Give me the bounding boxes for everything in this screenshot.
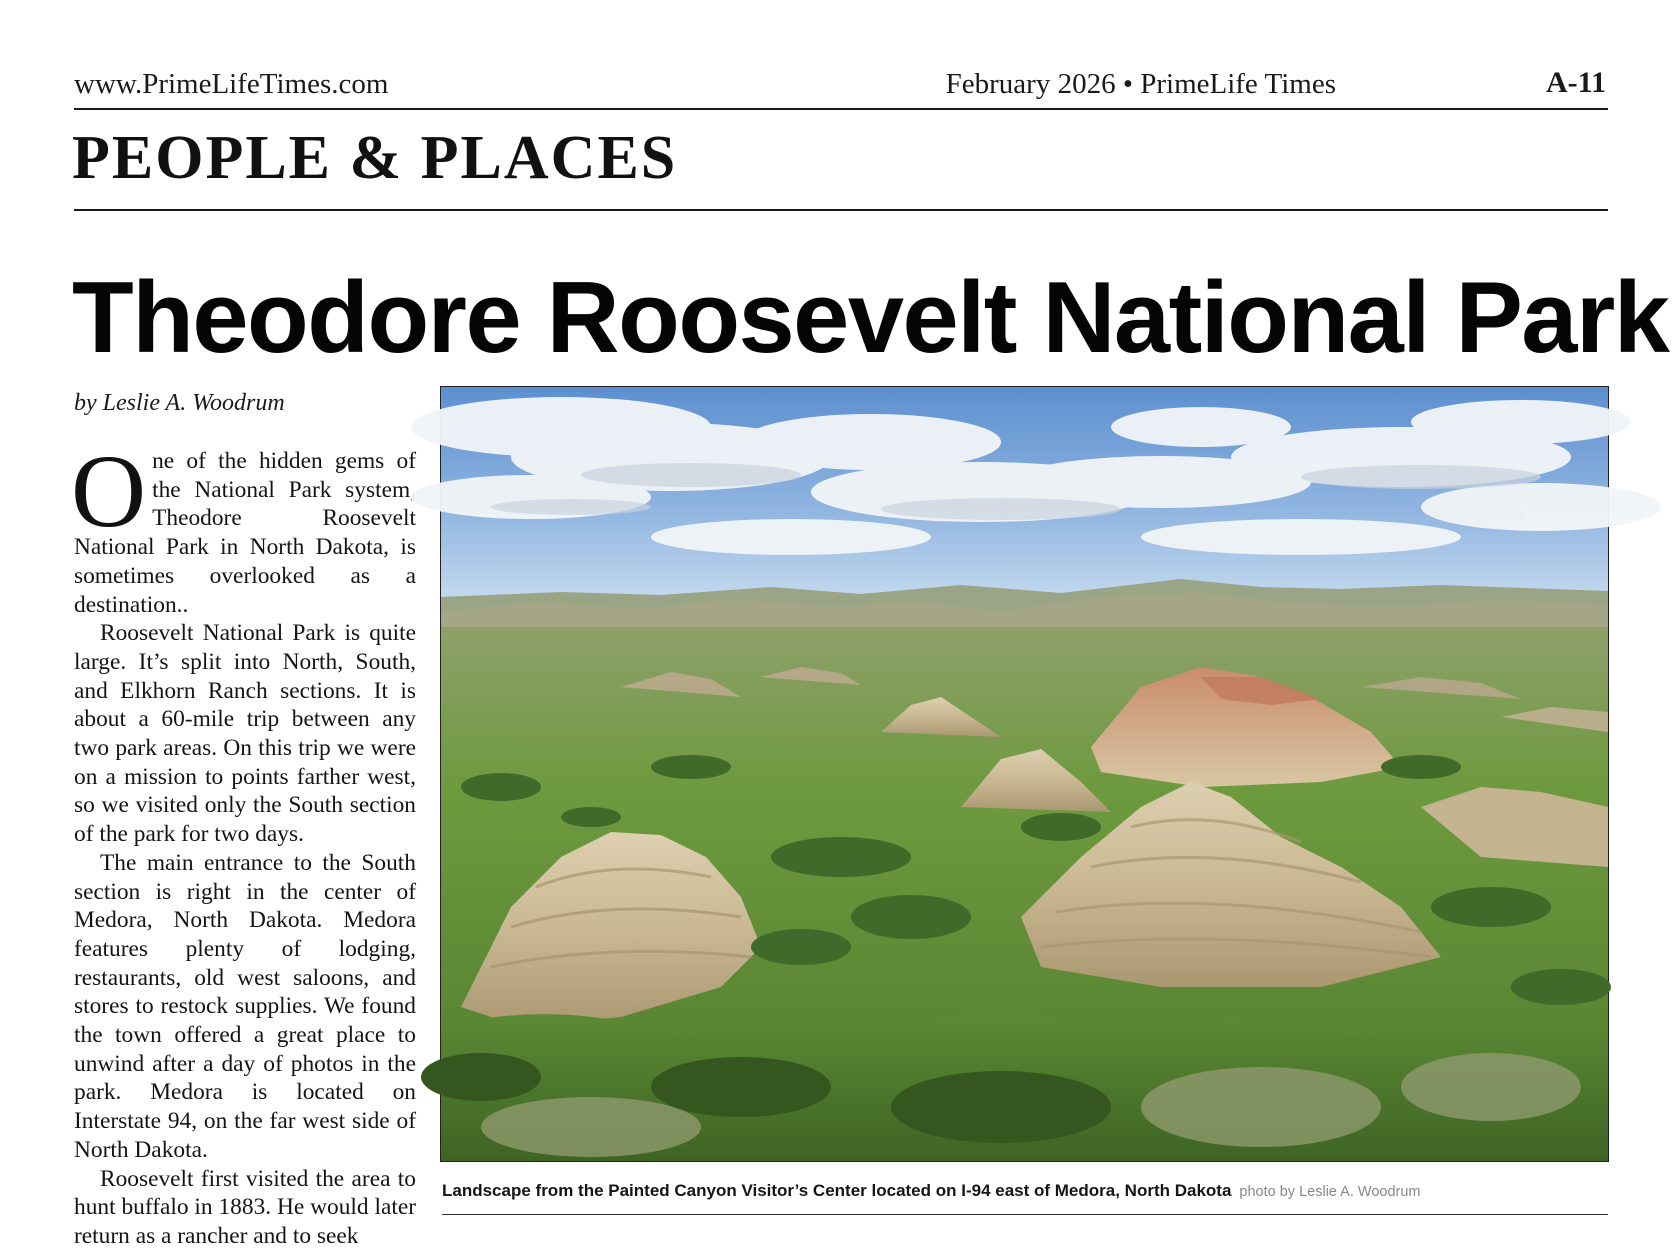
article-paragraph: The main entrance to the South section is right in the center of Medora, North Dakota. Medora features plenty of lodging, restaurants, old west saloons, and stores to restock supplies. We found the town offered a great place to unwind after a day of photos in the park. Medora is located on Interstate 94, on the far west side of North Dakota. [74,849,416,1163]
paragraph-text: ne of the hidden gems of the National Park system, Theodore Roosevelt National Park in North Dakota, is sometimes overlooked as a destination.. [74,448,416,618]
photo-caption [442,1181,1421,1201]
landscape-photo [440,386,1609,1162]
section-rule [74,209,1608,211]
article-headline: Theodore Roosevelt National Park [72,262,1669,374]
page-number: A-11 [1546,66,1606,99]
issue-date-line: February 2026 • PrimeLife Times [945,68,1336,100]
header-rule [74,108,1608,110]
article-body [71,434,416,1249]
article-paragraph: Roosevelt first visited the area to hunt buffalo in 1883. He would later return as a rancher and to seek [74,1165,416,1249]
article-paragraph [71,434,416,619]
section-title: PEOPLE & PLACES [72,124,678,192]
article-byline: by Leslie A. Woodrum [74,390,285,416]
site-url: www.PrimeLifeTimes.com [74,68,389,100]
badlands-landscape-illustration [441,387,1608,1161]
article-paragraph: Roosevelt National Park is quite large. It’s split into North, South, and Elkhorn Ranch sections. It is about a 60-mile trip between any two park areas. On this trip we were on a mission to points farther west, so we visited only the South section of the park for two days. [74,620,416,848]
caption-text: Landscape from the Painted Canyon Visitor’s Center located on I-94 east of Medora, North Dakota [442,1181,1232,1200]
drop-cap: O [71,434,147,549]
caption-rule [442,1214,1608,1215]
photo-credit: photo by Leslie A. Woodrum [1239,1184,1421,1200]
